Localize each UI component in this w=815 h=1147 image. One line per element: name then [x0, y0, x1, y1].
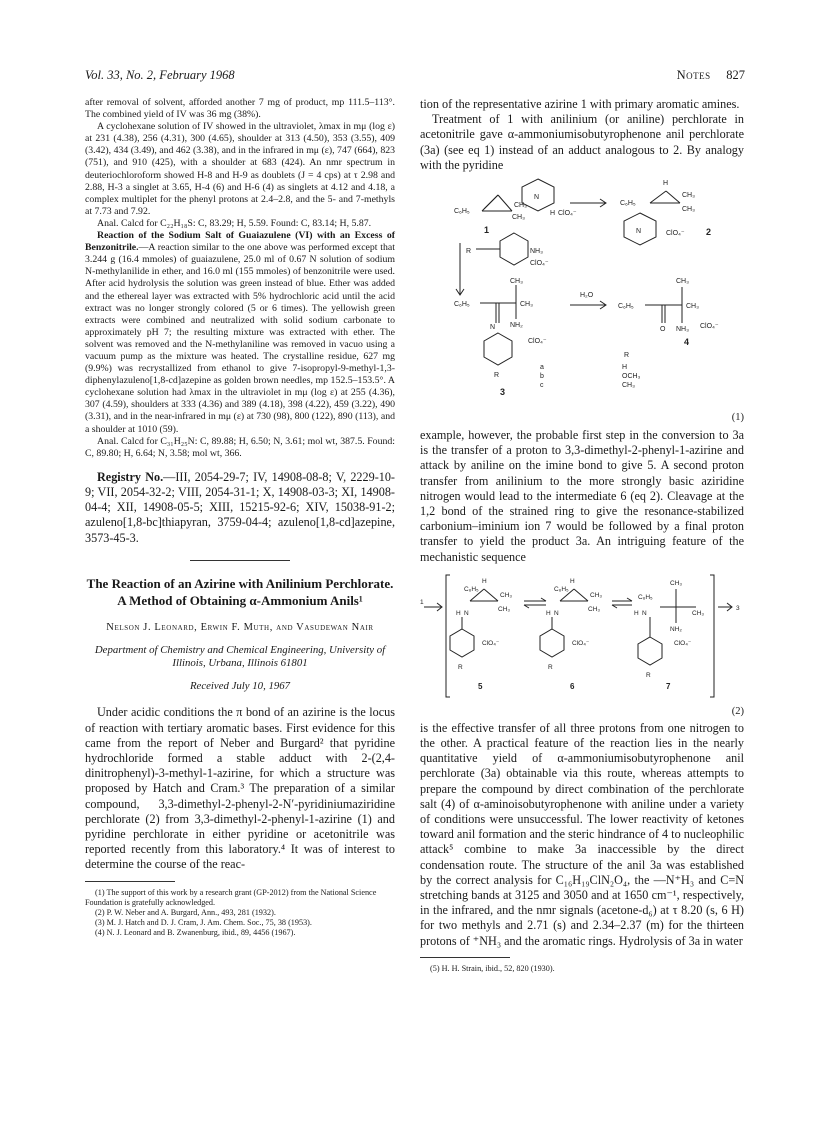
label-clo4: ClO₄⁻ — [528, 338, 547, 346]
label-rb: OCH₃ — [622, 373, 641, 381]
affiliation: Department of Chemistry and Chemical Engineering, University of Illinois, Urbana, Illinois 61801 — [94, 644, 386, 670]
label-n: N — [642, 609, 647, 617]
label-ch3: CH₃ — [512, 214, 525, 222]
label-ph: C₆H₅ — [454, 301, 470, 309]
author-names: Nelson J. Leonard, Erwin F. Muth, and Vasudewan Nair — [106, 621, 374, 633]
label-ch3: CH₃ — [588, 605, 601, 613]
reaction-scheme-1 — [420, 173, 744, 428]
paragraph: Under acidic conditions the π bond of an azirine is the locus of reaction with tertiary aromatic bases. First evidence for this came from the report of Neber and Burgard² that pyridine hydrochloride formed a stable adduct with 2-(2,4-dinitrophenyl)-3-methyl-1-azirine, for which a structure was proposed by Hatch and Cram.³ The preparation of a similar compound, 3,3-dimethyl-2-phenyl-2-N′-pyridiniumaziridine perchlorate (2) from 3,3-dimethyl-2-phenyl-1-azirine (1) and pyridine perchlorate in either pyridine or acetonitrile was reported recently from this laboratory.⁴ It was of interest to determine the course of the reac- — [85, 705, 395, 872]
label-ph: C₆H₅ — [638, 593, 653, 601]
authors — [85, 621, 395, 634]
received-date: Received July 10, 1967 — [189, 680, 291, 693]
label-a: a — [540, 364, 544, 372]
label-ch3: CH₃ — [686, 303, 699, 311]
label-nh2: NH₂ — [670, 625, 682, 633]
label-nh3: NH₃ — [676, 326, 689, 334]
label-ch3: CH₃ — [670, 579, 683, 587]
label-o: O — [660, 326, 666, 334]
label-clo4: ClO₄⁻ — [530, 260, 549, 268]
equation-number: (2) — [731, 705, 744, 717]
footnote: (4) N. J. Leonard and B. Zwanenburg, ibid., 89, 4456 (1967). — [95, 928, 296, 938]
label-h: H — [550, 210, 556, 218]
reaction-scheme-2 — [420, 571, 744, 721]
label-r: R — [548, 663, 553, 671]
scheme-2-drawing — [420, 571, 744, 721]
footnote: (1) The support of this work by a research grant (GP-2012) from the National Science Foundation is gratefully acknowledged. — [85, 887, 377, 907]
run-in-head: Reaction of the Sodium Salt of Guaiazulene (VI) with an Excess of Benzonitrile. — [85, 230, 395, 254]
label-ch3: CH₃ — [510, 278, 523, 286]
registry-body: —III, 2054-29-7; IV, 14908-08-8; V, 2229-10-9; VII, 2054-32-2; VIII, 2054-31-1; X, 14908-03-3; XI, 14908-04-4; XII, 14908-05-5; XIII, 15215-92-6; XIV, 15038-91-2; azuleno[1,8-bc]thiapyran, 3759-04-4; azuleno[1,8-cd]azepine, 3573-45-3. — [85, 469, 395, 545]
running-header — [85, 68, 745, 84]
label-r: R — [466, 248, 472, 256]
label-ref-3: 3 — [736, 604, 740, 612]
label-b: b — [540, 373, 544, 381]
compound-number: 4 — [684, 337, 690, 348]
label-ph: C₆H₅ — [618, 303, 634, 311]
label-clo4: ClO₄⁻ — [666, 230, 685, 238]
label-r: R — [646, 671, 651, 679]
label-clo4: ClO₄⁻ — [700, 323, 719, 331]
label-clo4: ClO₄⁻ — [674, 639, 692, 647]
article-title: The Reaction of an Azirine with Anilinium Perchlorate. A Method of Obtaining α-Ammonium Anils¹ — [86, 575, 394, 608]
paragraph: tion of the representative azirine 1 with primary aromatic amines. — [420, 97, 740, 111]
label-r: R — [624, 352, 630, 360]
label-h: H — [570, 577, 575, 585]
label-ch3: CH₃ — [500, 591, 513, 599]
compound-number: 7 — [666, 681, 671, 691]
label-n: N — [554, 609, 559, 617]
footnote: (3) M. J. Hatch and D. J. Cram, J. Am. Chem. Soc., 75, 38 (1953). — [95, 918, 312, 928]
label-ch3: CH₃ — [514, 202, 527, 210]
label-n: N — [636, 228, 642, 236]
label-h: H — [456, 609, 461, 617]
page-info — [677, 68, 745, 83]
label-ch3: CH₃ — [692, 609, 705, 617]
paragraph: A cyclohexane solution of IV showed in the ultraviolet, λmax in mμ (log ε) at 231 (4.38), 256 (4.31), 300 (4.65), shoulder at 313 (4.50), 353 (3.55), 409 (3.42), 434 (3.49), and 462 (3.38), and in the infrared in mμ (ε), 747 (664), 823 (751), and 910 (425), with a shoulder at 683 (424). An nmr spectrum in deuteriochloroform showed H-8 and H-9 as doublets (J = 4 cps) at τ 2.98 and 2.88, H-3 a singlet at 3.65, H-4 (6) and H-6 (4) as singlets at 4.12 and 4.18, a complex multiplet for the phenyl protons at 2.4–2.8, and the 5- and 7-methyls at 7.73 and 7.92. — [85, 121, 396, 217]
paragraph: Treatment of 1 with anilinium (or aniline) perchlorate in acetonitrile gave α-ammoniumisobutyrophenone anil perchlorate (3a) (see eq 1) instead of an adduct analogous to 2. By analogy with the pyridine — [420, 112, 744, 172]
label-n: N — [464, 609, 469, 617]
label-clo4: ClO₄⁻ — [558, 210, 577, 218]
compound-number: 6 — [570, 681, 575, 691]
label-n: N — [490, 324, 496, 332]
label-ch3: CH₃ — [682, 206, 695, 214]
footnote: (2) P. W. Neber and A. Burgard, Ann., 493, 281 (1932). — [95, 908, 276, 918]
paragraph: example, however, the probable first step in the conversion to 3a is the transfer of a proton to 3,3-dimethyl-2-phenyl-1-azirine and attack by aniline on the imine bond to give 5. A second proton transfer from anilinium to the more strongly basic aziridine nitrogen would lead to the intermediate 6 (eq 2). Cleavage at the 1,2 bond of the strained ring to give the resonance-stabilized carbonium–iminium ion 7 would be followed by a final proton transfer to yield the product 3a. An intriguing feature of the mechanistic sequence — [420, 428, 744, 564]
label-ph: C₆H₅ — [464, 585, 479, 593]
paragraph: is the effective transfer of all three protons from one nitrogen to the other. A practical feature of the reaction lies in the nearly quantitative yield of α-ammoniumisobutyrophenone anil perchlorate (3a) obtainable via this route, whereas attempts to prepare the compound by direct combination of the perchlorate salt (4) of α-aminoisobutyrophenone with aniline under a variety of conditions were unsuccessful. The lower reactivity of ketones toward anil formation and the steric hindrance of 4 to nucleophilic attack⁵ combine to make 3a inaccessible by the direct condensation route. The structure of the anil 3a was established by the correct analysis for C₁₆H₁₉ClN₂O₄, the —N⁺H₃ and C=N stretching bands at 3125 and 3050 and at 1650 cm⁻¹, respectively, in the infrared, and the nmr signals (acetone-d₆) at τ 8.20 (s, 6 H) for two methyls and 2.71 (s) and 2.34–2.37 (m) for the thirteen protons of ⁺NH₃ and the aromatic rings. Hydrolysis of 3a in water — [420, 720, 744, 948]
label-h: H — [482, 577, 487, 585]
label-h: H — [546, 609, 551, 617]
compound-number: 2 — [706, 227, 712, 238]
label-h: H — [663, 180, 669, 188]
label-ch3: CH₃ — [676, 278, 689, 286]
label-ch3: CH₃ — [590, 591, 603, 599]
page-number: 827 — [726, 68, 745, 82]
label-ch3: CH₃ — [682, 192, 695, 200]
analysis: Anal. Calcd for C₂₂H₁₈S: C, 83.29; H, 5.59. Found: C, 83.14; H, 5.87. — [97, 217, 372, 229]
paragraph-body: —A reaction similar to the one above was performed except that 3.244 g (16.4 mmoles) of guaiazulene, 25.0 ml of 0.67 N solution of sodium N-methylanilide in ether, and 16.0 ml (155 mmoles) of benzonitrile were used. After acid hydrolysis the solution was green instead of blue. Ether was added and the ethereal layer was extracted with 5% hydrochloric acid until the acid extract was no longer strongly colored (5 or 6 times). The yellowish green extracts were combined and neutralized with solid sodium carbonate to approximately pH 7; the resulting mixture was extracted with ether. The solvent was removed and the N-methylaniline was removed in vacuo using a vacuum pump as the mixture was heated. The crystalline residue, 627 mg (9.9%) was recrystallized from ethanol to give 7-isopropyl-9-methyl-1,3-diphenylazuleno[1,8-cd]azepine as golden brown needles, mp 152.5–153.5°. A cyclohexane solution had λmax in the ultraviolet in mμ (log ε) at 255 (4.36), 307 (4.59), shoulders at 333 (4.36) and 389 (4.18), 398 (4.22), 459 (3.22), 490 (3.31), and in the near-infrared in mμ (ε) at 730 (98), 800 (122), 890 (113), and a shoulder at 1010 (59). — [85, 242, 395, 435]
paragraph: after removal of solvent, afforded another 7 mg of product, mp 111.5–113°. The combined yield of IV was 36 mg (38%). — [85, 97, 395, 121]
label-ch3: CH₃ — [520, 301, 533, 309]
right-column — [420, 97, 744, 974]
label-h2o: H₂O — [580, 292, 594, 300]
label-ph: C₆H₅ — [554, 585, 569, 593]
analysis: Anal. Calcd for C₃₁H₂₅N: C, 89.88; H, 6.50; N, 3.61; mol wt, 387.5. Found: C, 89.80; H, 6.64; N, 3.58; mol wt, 366. — [85, 435, 395, 459]
paragraph — [85, 230, 395, 436]
label-rc: CH₃ — [622, 382, 635, 390]
label-h: H — [634, 609, 639, 617]
footnote: (5) H. H. Strain, ibid., 52, 820 (1930). — [430, 963, 555, 973]
journal-info: Vol. 33, No. 2, February 1968 — [85, 68, 235, 82]
compound-number: 5 — [478, 681, 483, 691]
label-r: R — [494, 372, 500, 380]
label-nh3: NH₃ — [530, 248, 543, 256]
label-nh2: NH₂ — [510, 322, 523, 330]
equation-number: (1) — [731, 412, 744, 424]
label-one: 1 — [420, 598, 424, 606]
label-clo4: ClO₄⁻ — [482, 639, 500, 647]
footnote-rule — [420, 957, 510, 958]
label-clo4: ClO₄⁻ — [572, 639, 590, 647]
scheme-1-drawing — [420, 173, 744, 428]
label-n: N — [534, 194, 540, 202]
divider — [190, 560, 290, 561]
footnote-rule — [85, 881, 175, 882]
compound-number: 3 — [500, 387, 506, 398]
label-ra: H — [622, 364, 628, 372]
registry-numbers — [85, 470, 395, 546]
label-ch3: CH₃ — [498, 605, 511, 613]
section-name: Notes — [676, 68, 711, 82]
registry-head: Registry No. — [97, 469, 164, 484]
compound-number: 1 — [484, 225, 490, 236]
label-c: c — [540, 382, 544, 390]
label-r: R — [458, 663, 463, 671]
label-ph: C₆H₅ — [620, 200, 636, 208]
left-column — [85, 97, 395, 939]
label-ph: C₆H₅ — [454, 208, 470, 216]
